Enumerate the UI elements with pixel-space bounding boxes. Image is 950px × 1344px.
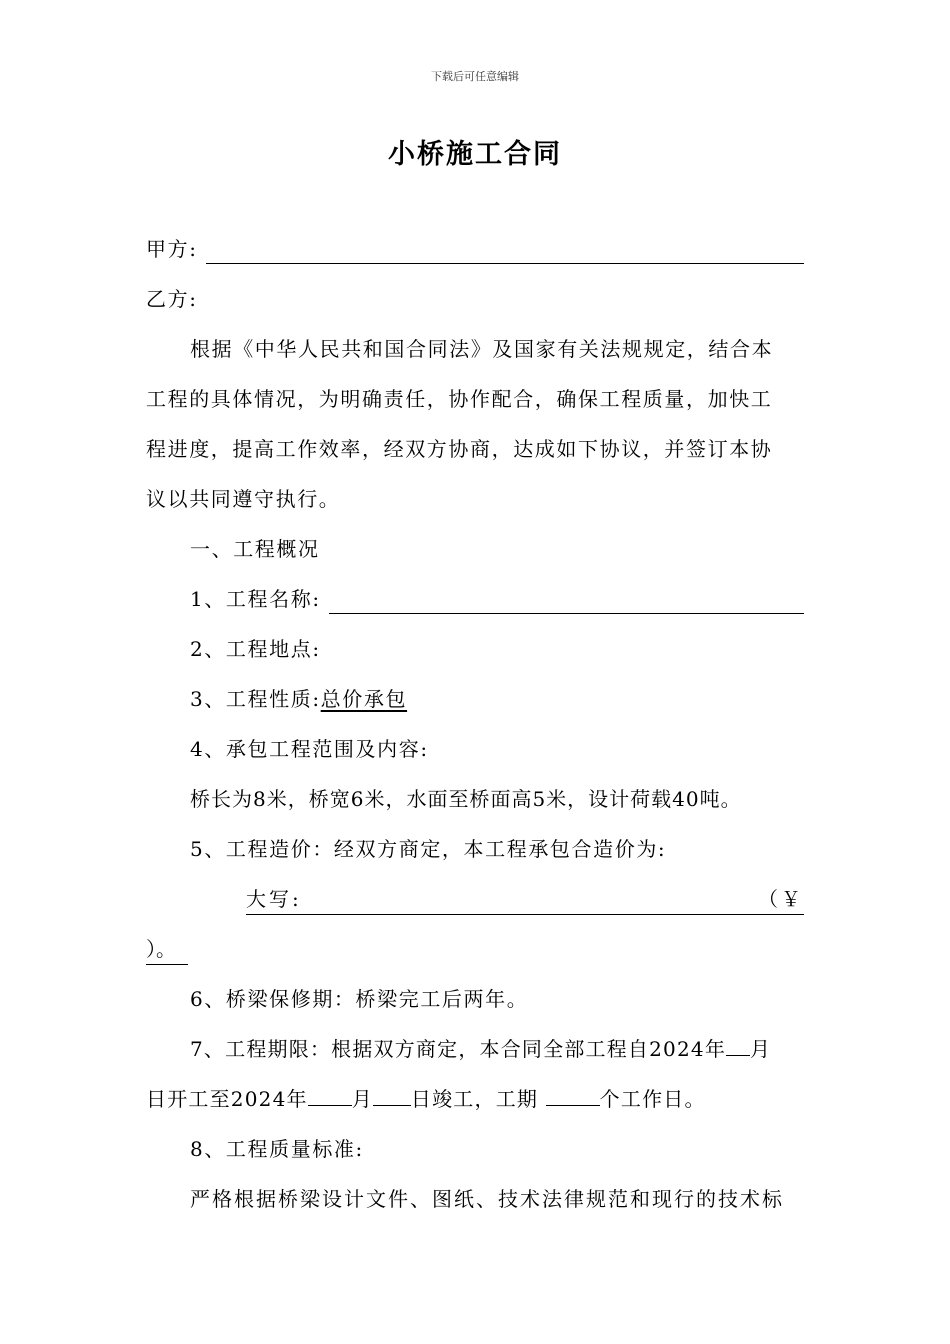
item-7-text: 7、工程期限：根据双方商定，本合同全部工程自2024年 xyxy=(190,1037,727,1061)
item-1-label: 1、工程名称: xyxy=(190,587,321,611)
amount-currency: （￥ xyxy=(758,887,804,911)
intro-line-1: 根据《中华人民共和国合同法》及国家有关法规规定，结合本 xyxy=(190,337,774,361)
item-3-value: 总价承包 xyxy=(320,687,408,711)
party-a-blank xyxy=(206,241,804,264)
intro-line-4: 议以共同遵守执行。 xyxy=(146,487,341,511)
intro-line-3: 程进度，提高工作效率，经双方协商，达成如下协议，并签订本协 xyxy=(146,437,773,461)
amount-close: ）。 xyxy=(146,934,188,965)
item-8-label: 8、工程质量标准: xyxy=(190,1137,364,1161)
item-7-month: 月 xyxy=(750,1037,772,1061)
page-header-note: 下载后可任意编辑 xyxy=(431,70,519,83)
section-heading: 一、工程概况 xyxy=(190,537,320,561)
party-a-line xyxy=(146,234,804,264)
item-4-detail: 桥长为8米，桥宽6米，水面至桥面高5米，设计荷载40吨。 xyxy=(190,787,742,811)
item-7-start: 日开工至2024年 xyxy=(146,1087,308,1111)
item-6-text: 6、桥梁保修期：桥梁完工后两年。 xyxy=(190,987,529,1011)
item-1-line xyxy=(190,584,804,614)
amount-caps-line xyxy=(246,884,804,915)
party-a-label: 甲方: xyxy=(146,237,198,261)
start-month-blank xyxy=(726,1035,750,1056)
item-2-label: 2、工程地点: xyxy=(190,637,321,661)
item-4-label: 4、承包工程范围及内容: xyxy=(190,737,429,761)
end-day-blank xyxy=(373,1085,411,1106)
item-3-label: 3、工程性质: xyxy=(190,687,321,711)
amount-caps-label: 大写: xyxy=(246,887,302,911)
intro-line-2: 工程的具体情况，为明确责任，协作配合，确保工程质量，加快工 xyxy=(146,387,773,411)
item-3-line xyxy=(190,684,804,714)
duration-blank xyxy=(546,1085,600,1106)
item-7-end: 个工作日。 xyxy=(599,1087,706,1111)
item-8-text: 严格根据桥梁设计文件、图纸、技术法律规范和现行的技术标 xyxy=(190,1187,784,1211)
end-month-blank xyxy=(308,1085,352,1106)
item-7-line-1 xyxy=(190,1034,804,1064)
item-5-text: 5、工程造价：经双方商定，本工程承包合造价为: xyxy=(190,837,667,861)
item-7-line-2 xyxy=(146,1084,804,1114)
project-name-blank xyxy=(329,591,804,614)
document-title: 小桥施工合同 xyxy=(388,139,562,170)
item-7-month-2: 月 xyxy=(351,1087,373,1111)
party-b-label: 乙方: xyxy=(146,287,198,311)
item-7-day: 日竣工，工期 xyxy=(410,1087,539,1111)
